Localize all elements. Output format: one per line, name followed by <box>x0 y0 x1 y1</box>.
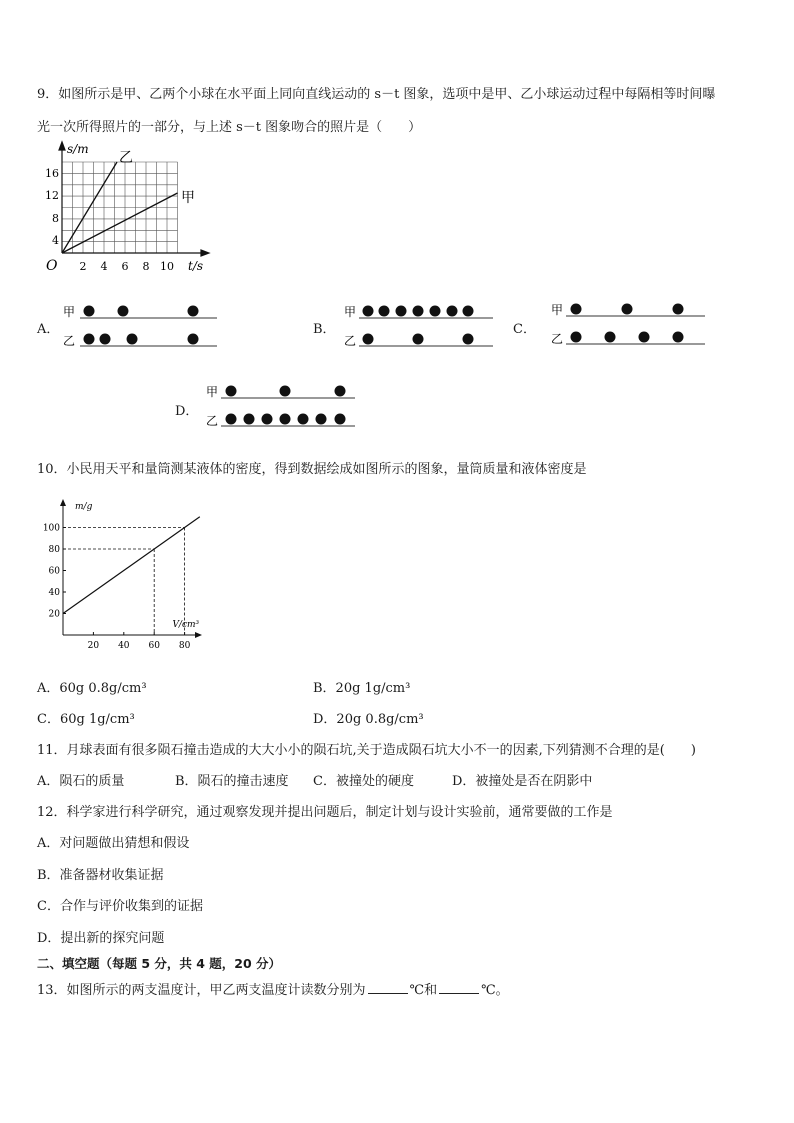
q9-st-graph <box>40 140 220 278</box>
y-tick-label: 40 <box>48 588 60 598</box>
line-jia <box>62 193 178 253</box>
row-yi-label: 乙 <box>551 332 564 346</box>
data-line <box>63 517 200 614</box>
row-jia-label: 甲 <box>344 305 357 319</box>
row-yi-label: 乙 <box>344 334 357 348</box>
x-tick: 10 <box>160 260 174 273</box>
y-axis-label: s/m <box>67 142 89 156</box>
q12-option-b: B．准备器材收集证据 <box>37 868 164 883</box>
y-tick-label: 100 <box>42 523 60 534</box>
q13-text-mid: ℃和 <box>409 983 438 998</box>
x-tick-label: 60 <box>148 641 160 651</box>
x-axis-arrow <box>195 632 202 638</box>
option-a-photo <box>62 300 222 350</box>
x-tick: 6 <box>121 260 129 273</box>
q10-stem: 10．小民用天平和量筒测某液体的密度，得到数据绘成如图所示的图象，量筒质量和液体密度是 <box>37 462 587 477</box>
section-heading: 二、填空题（每题 5 分，共 4 题，20 分） <box>37 956 282 971</box>
x-axis-label: V/cm³ <box>172 620 200 630</box>
q12-stem: 12．科学家进行科学研究，通过观察发现并提出问题后，制定计划与设计实验前，通常要做的工作是 <box>37 805 613 820</box>
option-c-label: C． <box>513 322 536 337</box>
q13-text-pre: 13．如图所示的两支温度计，甲乙两支温度计读数分别为 <box>37 983 366 998</box>
q12-option-d: D．提出新的探究问题 <box>37 931 165 946</box>
line-jia-label: 甲 <box>181 190 195 206</box>
q11-option-a: A．陨石的质量 <box>37 774 125 789</box>
y-axis-arrow <box>60 499 66 506</box>
row-yi-label: 乙 <box>206 414 219 428</box>
answer-blank-1[interactable] <box>368 981 408 994</box>
row-yi-label: 乙 <box>63 334 76 348</box>
row-jia-label: 甲 <box>551 303 564 317</box>
q13-text-post: ℃。 <box>481 983 509 998</box>
q12-option-a: A．对问题做出猜想和假设 <box>37 836 190 851</box>
y-tick: 4 <box>52 234 59 247</box>
x-tick-label: 80 <box>178 641 191 651</box>
y-tick: 8 <box>52 212 59 225</box>
option-d-photo <box>205 380 360 430</box>
origin-label: O <box>46 258 58 274</box>
y-tick: 16 <box>45 167 59 180</box>
q10-mass-volume-chart <box>30 495 230 665</box>
option-d-label: D． <box>175 404 199 419</box>
q11-stem: 11．月球表面有很多陨石撞击造成的大大小小的陨石坑,关于造成陨石坑大小不一的因素,下列猜测不合理的是( ) <box>37 743 696 758</box>
y-tick-label: 60 <box>48 566 60 577</box>
y-axis-label: m/g <box>75 502 93 512</box>
option-b-label: B． <box>313 322 336 337</box>
x-tick: 8 <box>142 260 150 273</box>
row-jia-label: 甲 <box>63 305 76 319</box>
q12-option-c: C．合作与评价收集到的证据 <box>37 899 203 914</box>
x-axis-label: t/s <box>188 259 204 273</box>
x-tick-label: 20 <box>87 641 100 651</box>
q10-option-d: D．20g 0.8g/cm³ <box>313 712 424 727</box>
x-tick: 2 <box>79 260 87 273</box>
q11-option-d: D．被撞处是否在阴影中 <box>452 774 593 789</box>
y-tick: 12 <box>45 189 59 202</box>
y-tick-label: 20 <box>48 609 60 620</box>
line-yi-label: 乙 <box>119 150 133 166</box>
q9-stem-line1: 9．如图所示是甲、乙两个小球在水平面上同向直线运动的 s－t 图象，选项中是甲、乙小球运动过程中每隔相等时间曝 <box>37 87 716 102</box>
q11-option-c: C．被撞处的硬度 <box>313 774 414 789</box>
answer-blank-2[interactable] <box>439 981 479 994</box>
y-tick-label: 80 <box>48 545 60 555</box>
q10-option-b: B．20g 1g/cm³ <box>313 681 411 696</box>
q13-stem <box>37 979 509 998</box>
option-c-photo <box>550 298 710 348</box>
q11-option-b: B．陨石的撞击速度 <box>175 774 289 789</box>
row-jia-label: 甲 <box>206 385 219 399</box>
q10-option-c: C．60g 1g/cm³ <box>37 712 135 727</box>
option-b-photo <box>343 300 498 350</box>
option-a-label: A． <box>37 322 60 337</box>
q10-option-a: A．60g 0.8g/cm³ <box>37 681 147 696</box>
x-tick-label: 40 <box>118 641 130 651</box>
x-tick: 4 <box>100 260 108 273</box>
q9-stem-line2: 光一次所得照片的一部分，与上述 s－t 图象吻合的照片是（ ） <box>37 120 422 135</box>
